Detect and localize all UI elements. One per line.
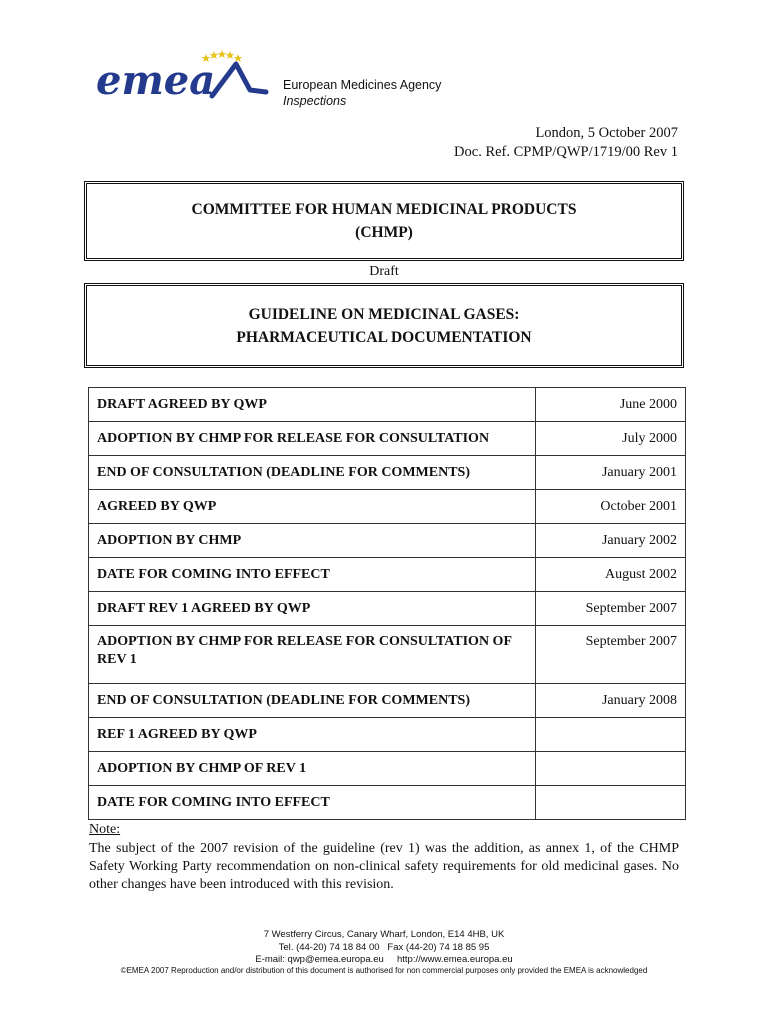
milestone-label: DATE FOR COMING INTO EFFECT — [89, 786, 536, 820]
committee-abbrev: (CHMP) — [355, 224, 413, 241]
milestone-label: ADOPTION BY CHMP FOR RELEASE FOR CONSULTATION OF REV 1 — [89, 626, 536, 684]
document-reference: Doc. Ref. CPMP/QWP/1719/00 Rev 1 — [454, 144, 678, 160]
table-row — [89, 684, 686, 718]
milestone-date: June 2000 — [536, 388, 686, 422]
agency-subtitle: Inspections — [283, 94, 347, 108]
guideline-title-line1: GUIDELINE ON MEDICINAL GASES: — [248, 305, 520, 323]
table-row — [89, 422, 686, 456]
milestone-date: August 2002 — [536, 558, 686, 592]
timeline-table — [88, 387, 686, 820]
milestone-date — [536, 786, 686, 820]
milestone-label: AGREED BY QWP — [89, 490, 536, 524]
draft-label: Draft — [369, 264, 399, 279]
table-row — [89, 456, 686, 490]
milestone-date — [536, 752, 686, 786]
logo-text: emea — [96, 57, 216, 102]
note-body: The subject of the 2007 revision of the guideline (rev 1) was the addition, as annex 1, of the CHMP Safety Working Party recommendation on non-clinical safety requirements for old medicinal gases. No other changes have been introduced with this revision. — [89, 841, 679, 892]
milestone-label: ADOPTION BY CHMP OF REV 1 — [89, 752, 536, 786]
table-row — [89, 490, 686, 524]
milestone-label: ADOPTION BY CHMP — [89, 524, 536, 558]
milestone-label: END OF CONSULTATION (DEADLINE FOR COMMENTS) — [89, 684, 536, 718]
milestone-date: July 2000 — [536, 422, 686, 456]
milestone-date: October 2001 — [536, 490, 686, 524]
milestone-label: DATE FOR COMING INTO EFFECT — [89, 558, 536, 592]
agency-name: European Medicines Agency — [283, 78, 442, 92]
milestone-date: September 2007 — [536, 626, 686, 684]
milestone-label: END OF CONSULTATION (DEADLINE FOR COMMENTS) — [89, 456, 536, 490]
guideline-title-box — [84, 283, 684, 368]
milestone-date: January 2008 — [536, 684, 686, 718]
table-row — [89, 626, 686, 684]
logo-swoosh — [212, 64, 266, 96]
footer-phone: Tel. (44-20) 74 18 84 00 Fax (44-20) 74 18 85 95 — [278, 942, 490, 953]
milestone-label: ADOPTION BY CHMP FOR RELEASE FOR CONSULTATION — [89, 422, 536, 456]
guideline-title-line2: PHARMACEUTICAL DOCUMENTATION — [236, 328, 532, 346]
milestone-date — [536, 718, 686, 752]
milestone-label: DRAFT REV 1 AGREED BY QWP — [89, 592, 536, 626]
committee-box — [84, 181, 684, 261]
document-date: London, 5 October 2007 — [535, 125, 678, 141]
footer-copyright: ©EMEA 2007 Reproduction and/or distribution of this document is authorised for non commercial purposes only provided the EMEA is acknowledged — [120, 966, 648, 975]
table-row — [89, 524, 686, 558]
milestone-date: January 2001 — [536, 456, 686, 490]
milestone-label: REF 1 AGREED BY QWP — [89, 718, 536, 752]
table-row — [89, 558, 686, 592]
committee-title: COMMITTEE FOR HUMAN MEDICINAL PRODUCTS — [191, 201, 577, 218]
table-row — [89, 718, 686, 752]
table-row — [89, 786, 686, 820]
table-row — [89, 592, 686, 626]
table-row — [89, 752, 686, 786]
table-row — [89, 388, 686, 422]
footer-contact: E-mail: qwp@emea.europa.eu http://www.emea.europa.eu — [255, 954, 513, 965]
footer-address: 7 Westferry Circus, Canary Wharf, London, E14 4HB, UK — [263, 929, 505, 940]
emea-logo — [94, 46, 274, 102]
milestone-date: September 2007 — [536, 592, 686, 626]
milestone-label: DRAFT AGREED BY QWP — [89, 388, 536, 422]
milestone-date: January 2002 — [536, 524, 686, 558]
note-label: Note: — [89, 822, 121, 837]
